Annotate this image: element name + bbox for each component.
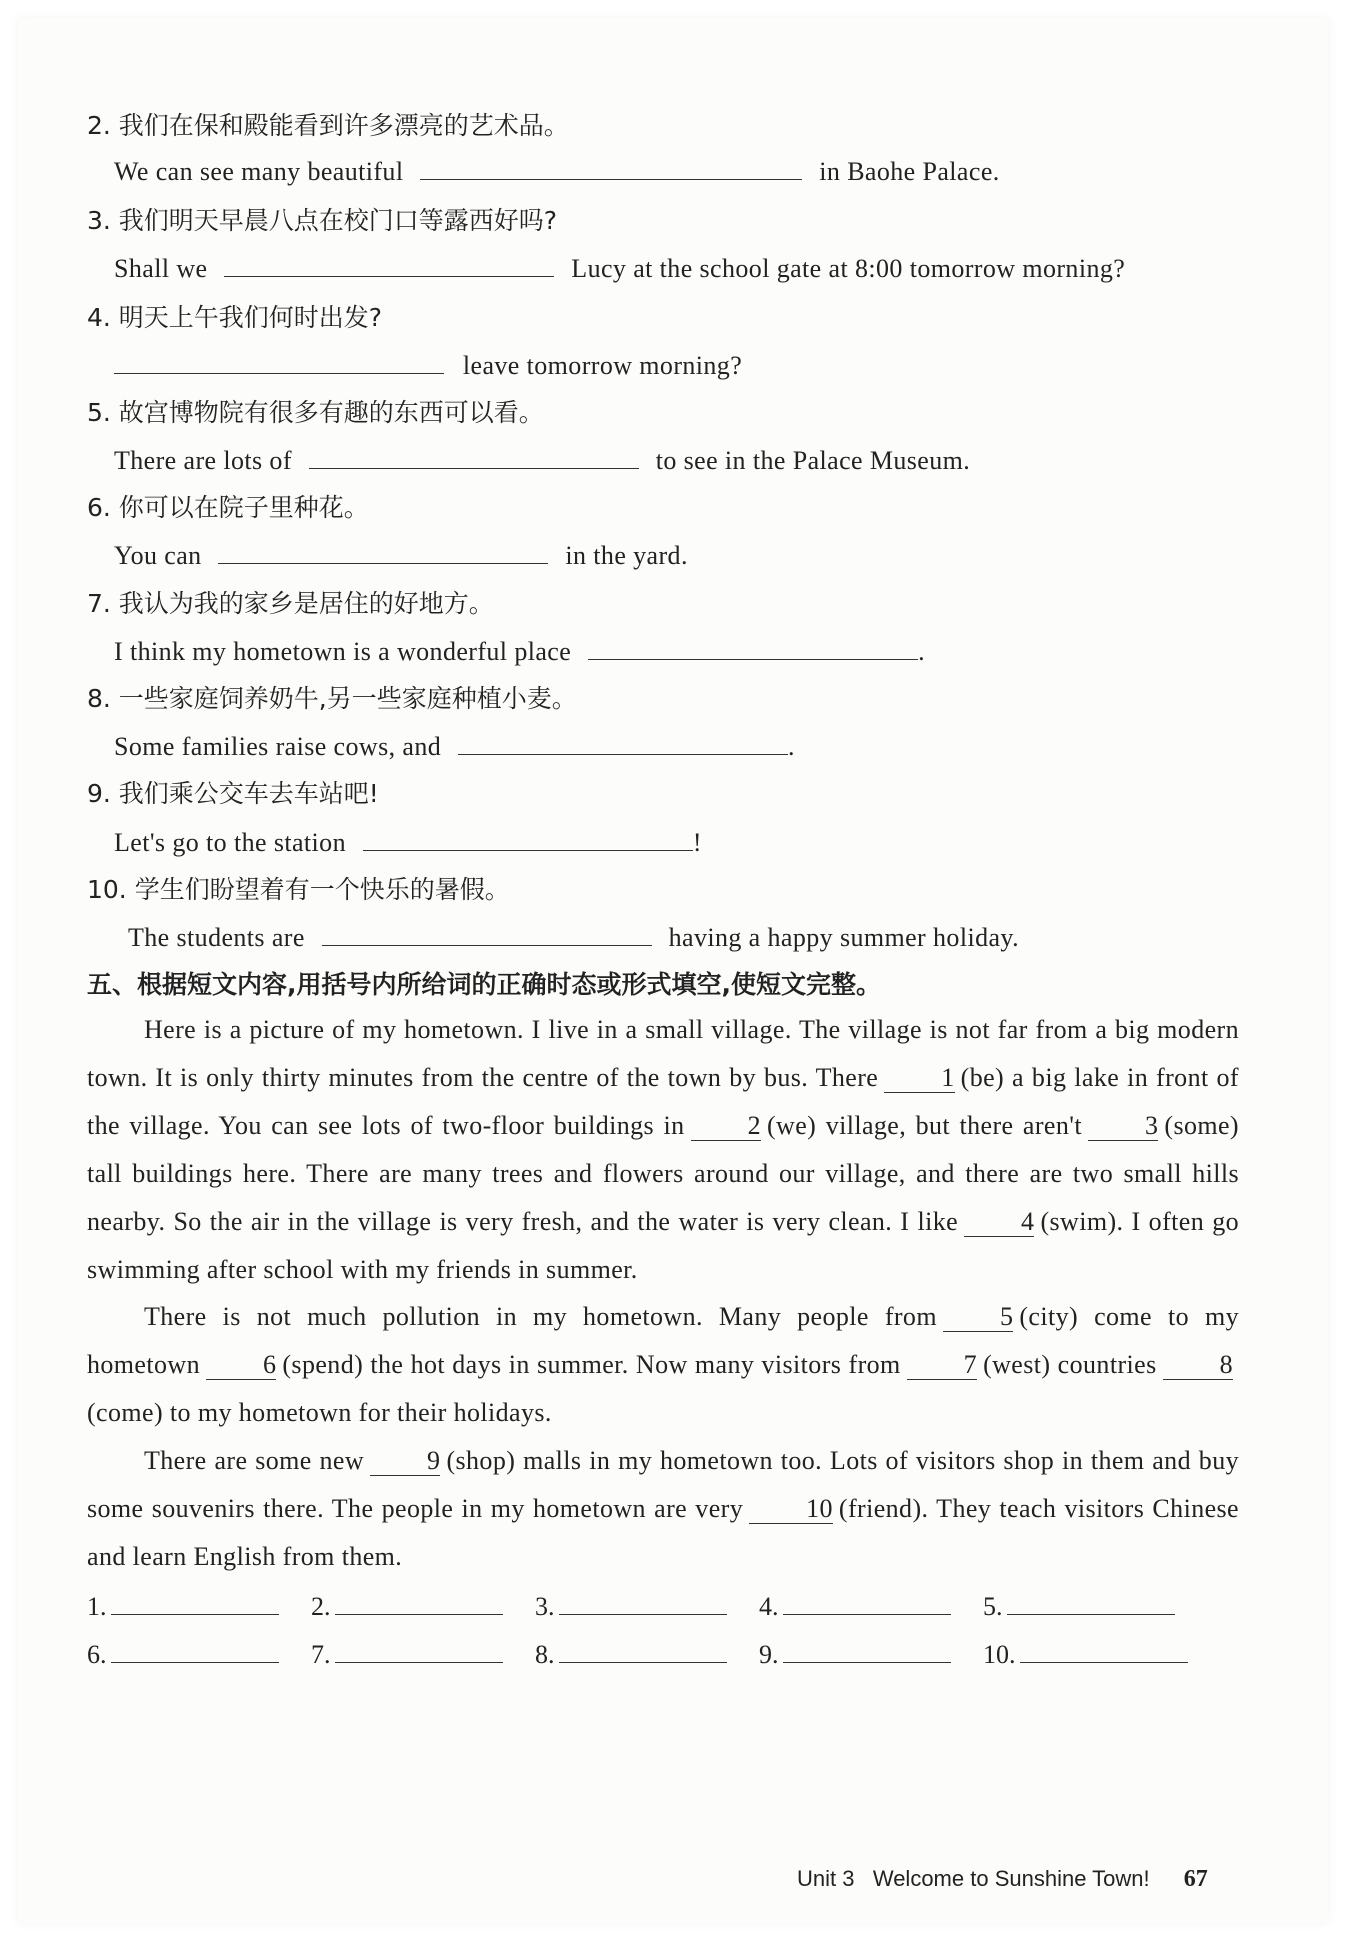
passage-text: (be) a big lake in front of the village. You can see lots of two-floor buildings in [87, 1063, 1239, 1140]
answer-blank[interactable] [588, 635, 918, 660]
answer-number: 1. [87, 1592, 107, 1621]
answer-number: 3. [535, 1592, 555, 1621]
answer-line[interactable] [335, 1588, 503, 1615]
answer-number: 4. [759, 1592, 779, 1621]
answer-number: 9. [759, 1640, 779, 1669]
section-5-heading: 五、根据短文内容,用括号内所给词的正确时态或形式填空,使短文完整。 [87, 970, 881, 999]
unit-label: Unit 3 [797, 1866, 855, 1891]
passage-blank-9[interactable]: 9 [370, 1447, 440, 1476]
passage-blank-1[interactable]: 1 [884, 1064, 954, 1093]
question-2-prefix: We can see many beautiful [114, 157, 404, 186]
question-3-chinese: 3. 我们明天早晨八点在校门口等露西好吗? [87, 206, 558, 235]
question-9-chinese: 9. 我们乘公交车去车站吧! [87, 779, 379, 808]
page-number: 67 [1183, 1866, 1208, 1892]
question-4-chinese: 4. 明天上午我们何时出发? [87, 303, 383, 332]
answer-line[interactable] [559, 1636, 727, 1663]
answer-slot-3 [535, 1588, 727, 1623]
question-6-english [114, 539, 688, 572]
question-10-english [128, 921, 1019, 954]
answer-slot-7 [311, 1636, 503, 1671]
question-7-english [114, 635, 925, 668]
question-5-prefix: There are lots of [114, 446, 292, 475]
question-9-suffix: ! [692, 828, 702, 857]
passage-blank-2[interactable]: 2 [691, 1112, 761, 1141]
passage-text: (friend). They teach visitors Chinese and learn English from them. [87, 1494, 1239, 1571]
answer-line[interactable] [1020, 1636, 1188, 1663]
question-6-chinese: 6. 你可以在院子里种花。 [87, 493, 369, 522]
passage-paragraph-3 [87, 1437, 1239, 1581]
question-7-prefix: I think my hometown is a wonderful place [114, 637, 572, 666]
passage-blank-5[interactable]: 5 [943, 1303, 1013, 1332]
answer-number: 6. [87, 1640, 107, 1669]
question-4-english [114, 349, 742, 382]
answer-number: 7. [311, 1640, 331, 1669]
answer-blank[interactable] [420, 155, 802, 180]
question-2-suffix: in Baohe Palace. [819, 157, 1000, 186]
answer-number: 10. [983, 1640, 1016, 1669]
passage-blank-10[interactable]: 10 [749, 1495, 833, 1524]
question-3-suffix: Lucy at the school gate at 8:00 tomorrow morning? [571, 254, 1126, 283]
question-8-suffix: . [788, 732, 795, 761]
passage-text: There are some new [144, 1446, 365, 1475]
answer-slot-6 [87, 1636, 279, 1671]
passage-blank-7[interactable]: 7 [907, 1351, 977, 1380]
passage-text: (shop) malls in my hometown too. Lots of visitors shop in them and buy some souvenirs there. The people in my hometown are very [87, 1446, 1240, 1523]
answer-line[interactable] [1007, 1588, 1175, 1615]
passage-text: (come) to my hometown for their holidays. [87, 1398, 552, 1427]
question-3-english [114, 252, 1125, 285]
answer-blank[interactable] [458, 730, 788, 755]
answer-line[interactable] [111, 1588, 279, 1615]
question-5-english [114, 444, 970, 477]
answer-blank[interactable] [224, 252, 554, 277]
question-2-english [114, 155, 1000, 188]
page-footer [797, 1866, 1208, 1893]
passage-text: (some) tall buildings here. There are many trees and flowers around our village, and there are two small hills nearby. So the air in the village is very fresh, and the water is very clean. I like [87, 1111, 1239, 1236]
question-2-chinese: 2. 我们在保和殿能看到许多漂亮的艺术品。 [87, 111, 569, 140]
question-9-english [114, 826, 702, 859]
passage-text: (swim). I often go swimming after school with my friends in summer. [87, 1207, 1239, 1284]
answer-number: 5. [983, 1592, 1003, 1621]
question-3-prefix: Shall we [114, 254, 208, 283]
question-4-suffix: leave tomorrow morning? [462, 351, 743, 380]
question-10-chinese: 10. 学生们盼望着有一个快乐的暑假。 [87, 875, 510, 904]
passage-blank-4[interactable]: 4 [964, 1208, 1034, 1237]
question-9-prefix: Let's go to the station [114, 828, 346, 857]
answer-blank[interactable] [218, 539, 548, 564]
answer-line[interactable] [335, 1636, 503, 1663]
question-5-chinese: 5. 故宫博物院有很多有趣的东西可以看。 [87, 398, 544, 427]
passage-blank-3[interactable]: 3 [1088, 1112, 1158, 1141]
answer-blank[interactable] [114, 349, 444, 374]
passage-blank-6[interactable]: 6 [206, 1351, 276, 1380]
passage-text: (spend) the hot days in summer. Now many visitors from [282, 1350, 901, 1379]
answer-slot-8 [535, 1636, 727, 1671]
question-7-chinese: 7. 我认为我的家乡是居住的好地方。 [87, 589, 494, 618]
answer-line[interactable] [111, 1636, 279, 1663]
answer-slot-5 [983, 1588, 1175, 1623]
passage-text: Here is a picture of my hometown. I live in a small village. The village is not far from a big modern town. It is only thirty minutes from the centre of the town by bus. There [87, 1015, 1239, 1092]
answer-line[interactable] [559, 1588, 727, 1615]
answer-line[interactable] [783, 1636, 951, 1663]
answer-slot-9 [759, 1636, 951, 1671]
answer-number: 2. [311, 1592, 331, 1621]
passage-paragraph-2 [87, 1293, 1239, 1437]
question-8-prefix: Some families raise cows, and [114, 732, 442, 761]
answer-slot-2 [311, 1588, 503, 1623]
question-5-suffix: to see in the Palace Museum. [655, 446, 971, 475]
answer-slot-10 [983, 1636, 1188, 1671]
answer-slot-4 [759, 1588, 951, 1623]
answer-line[interactable] [783, 1588, 951, 1615]
passage-text: There is not much pollution in my hometown. Many people from [144, 1302, 937, 1331]
passage-text: (city) come to my hometown [87, 1302, 1240, 1379]
question-6-suffix: in the yard. [565, 541, 688, 570]
question-7-suffix: . [918, 637, 925, 666]
passage-blank-8[interactable]: 8 [1163, 1351, 1233, 1380]
question-10-prefix: The students are [128, 923, 305, 952]
question-10-suffix: having a happy summer holiday. [668, 923, 1020, 952]
answer-blank[interactable] [309, 444, 639, 469]
question-6-prefix: You can [114, 541, 202, 570]
passage-paragraph-1 [87, 1006, 1239, 1294]
answer-blank[interactable] [322, 921, 652, 946]
answer-blank[interactable] [363, 826, 693, 851]
question-8-chinese: 8. 一些家庭饲养奶牛,另一些家庭种植小麦。 [87, 684, 577, 713]
passage-text: (we) village, but there aren't [766, 1111, 1082, 1140]
answer-slot-1 [87, 1588, 279, 1623]
passage-text: (west) countries [983, 1350, 1157, 1379]
unit-title: Welcome to Sunshine Town! [872, 1866, 1150, 1891]
question-8-english [114, 730, 795, 763]
answer-number: 8. [535, 1640, 555, 1669]
